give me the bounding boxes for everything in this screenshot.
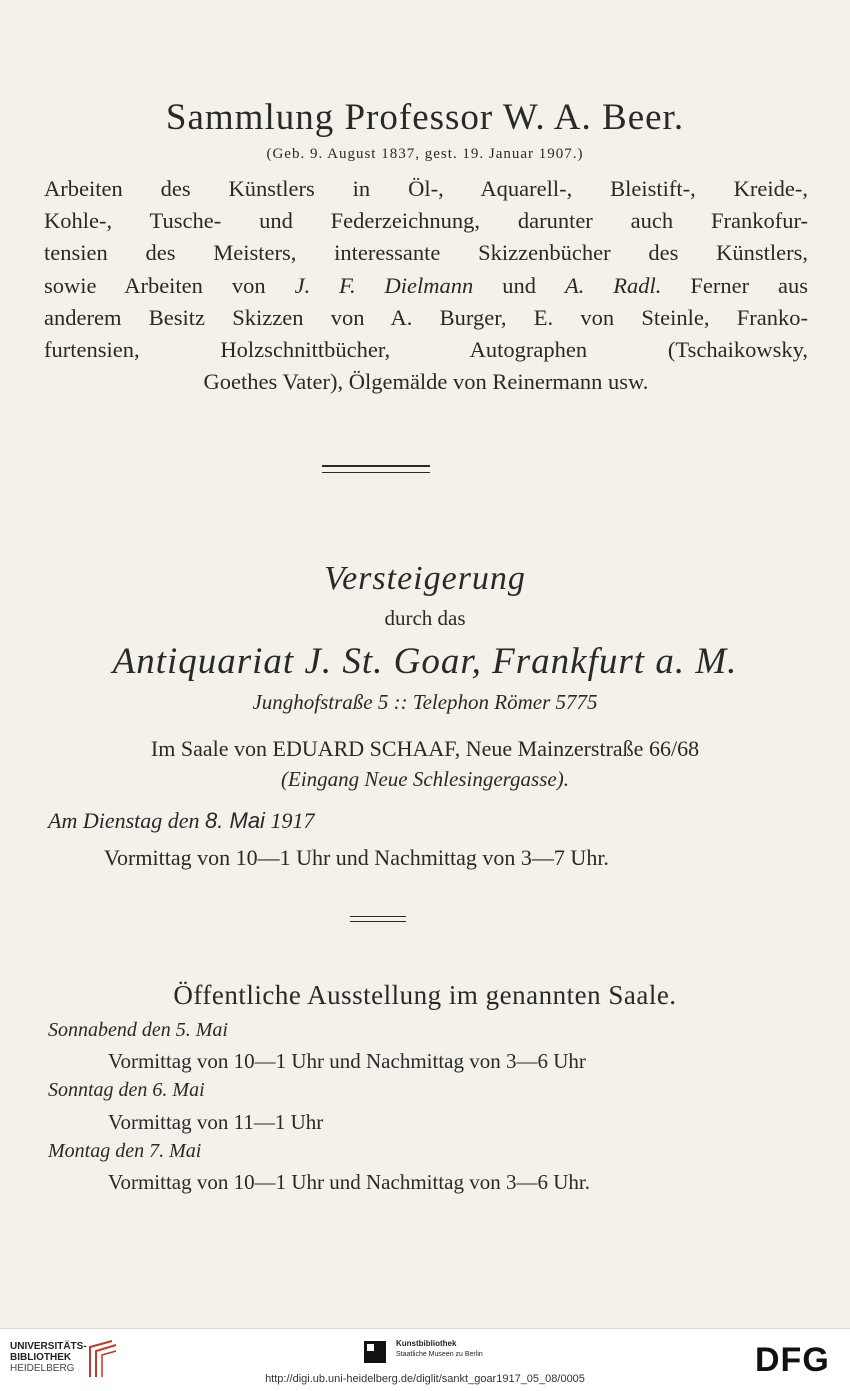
dfg-logo[interactable]: DFG — [755, 1341, 830, 1379]
intro-line: Arbeiten des Künstlers in Öl-, Aquarell-, Bleistift-, Kreide-, — [44, 176, 808, 201]
auction-by: durch das — [384, 606, 466, 630]
collection-title: Sammlung Professor W. A. Beer. — [165, 97, 685, 138]
auction-house: Antiquariat J. St. Goar, Frankfurt a. M. — [112, 641, 738, 682]
auction-date: Am Dienstag den 8. Mai 1917 — [48, 808, 315, 833]
exhibition-hours: Vormittag von 10—1 Uhr und Nachmittag von 3—6 Uhr. — [108, 1170, 590, 1194]
intro-line: Kohle-, Tusche- und Federzeichnung, darunter auch Frankofur- — [44, 208, 808, 234]
divider-top-thin — [322, 472, 430, 473]
intro-paragraph — [44, 173, 808, 398]
exhibition-heading: Öffentliche Ausstellung im genannten Saale. — [173, 980, 677, 1010]
exhibition-hours: Vormittag von 11—1 Uhr — [108, 1110, 324, 1134]
exhibition-day: Sonntag den 6. Mai — [48, 1079, 205, 1101]
permalink-url[interactable]: http://digi.ub.uni-heidelberg.de/diglit/sankt_goar1917_05_08/0005 — [265, 1373, 585, 1385]
auction-address: Junghofstraße 5 :: Telephon Römer 5775 — [252, 690, 598, 714]
divider-mid-2 — [350, 921, 406, 922]
intro-line: anderem Besitz Skizzen von A. Burger, E. von Steinle, Franko- — [44, 304, 808, 330]
intro-line: furtensien, Holzschnittbücher, Autographen (Tschaikowsky, — [44, 336, 808, 362]
exhibition-day: Sonnabend den 5. Mai — [48, 1019, 228, 1041]
intro-line: tensien des Meisters, interessante Skizzenbücher des Künstlers, — [44, 240, 808, 266]
intro-line: sowie Arbeiten von J. F. Dielmann und A. Radl. Ferner aus — [44, 272, 809, 298]
artist-dielmann: J. F. Dielmann — [294, 272, 474, 298]
kunstbibliothek-logo-icon — [364, 1341, 386, 1363]
artist-radl: A. Radl. — [564, 272, 662, 298]
ub-heidelberg-logo[interactable]: UNIVERSITÄTS- BIBLIOTHEK HEIDELBERG — [10, 1341, 87, 1374]
kunstbibliothek-label[interactable]: Kunstbibliothek Staatliche Museen zu Berlin — [396, 1339, 483, 1358]
auction-times: Vormittag von 10—1 Uhr und Nachmittag von 3—7 Uhr. — [104, 845, 609, 870]
divider-mid — [350, 916, 406, 917]
exhibition-day: Montag den 7. Mai — [48, 1140, 202, 1162]
auction-heading: Versteigerung — [324, 560, 526, 597]
divider-top — [322, 465, 430, 467]
collector-dates: (Geb. 9. August 1837, gest. 19. Januar 1907.) — [266, 146, 584, 162]
auction-entrance: (Eingang Neue Schlesingergasse). — [281, 767, 569, 791]
intro-line: Goethes Vater), Ölgemälde von Reinermann usw. — [203, 369, 649, 395]
exhibition-hours: Vormittag von 10—1 Uhr und Nachmittag von 3—6 Uhr — [108, 1049, 586, 1073]
auction-venue: Im Saale von EDUARD SCHAAF, Neue Mainzerstraße 66/68 — [150, 736, 700, 761]
